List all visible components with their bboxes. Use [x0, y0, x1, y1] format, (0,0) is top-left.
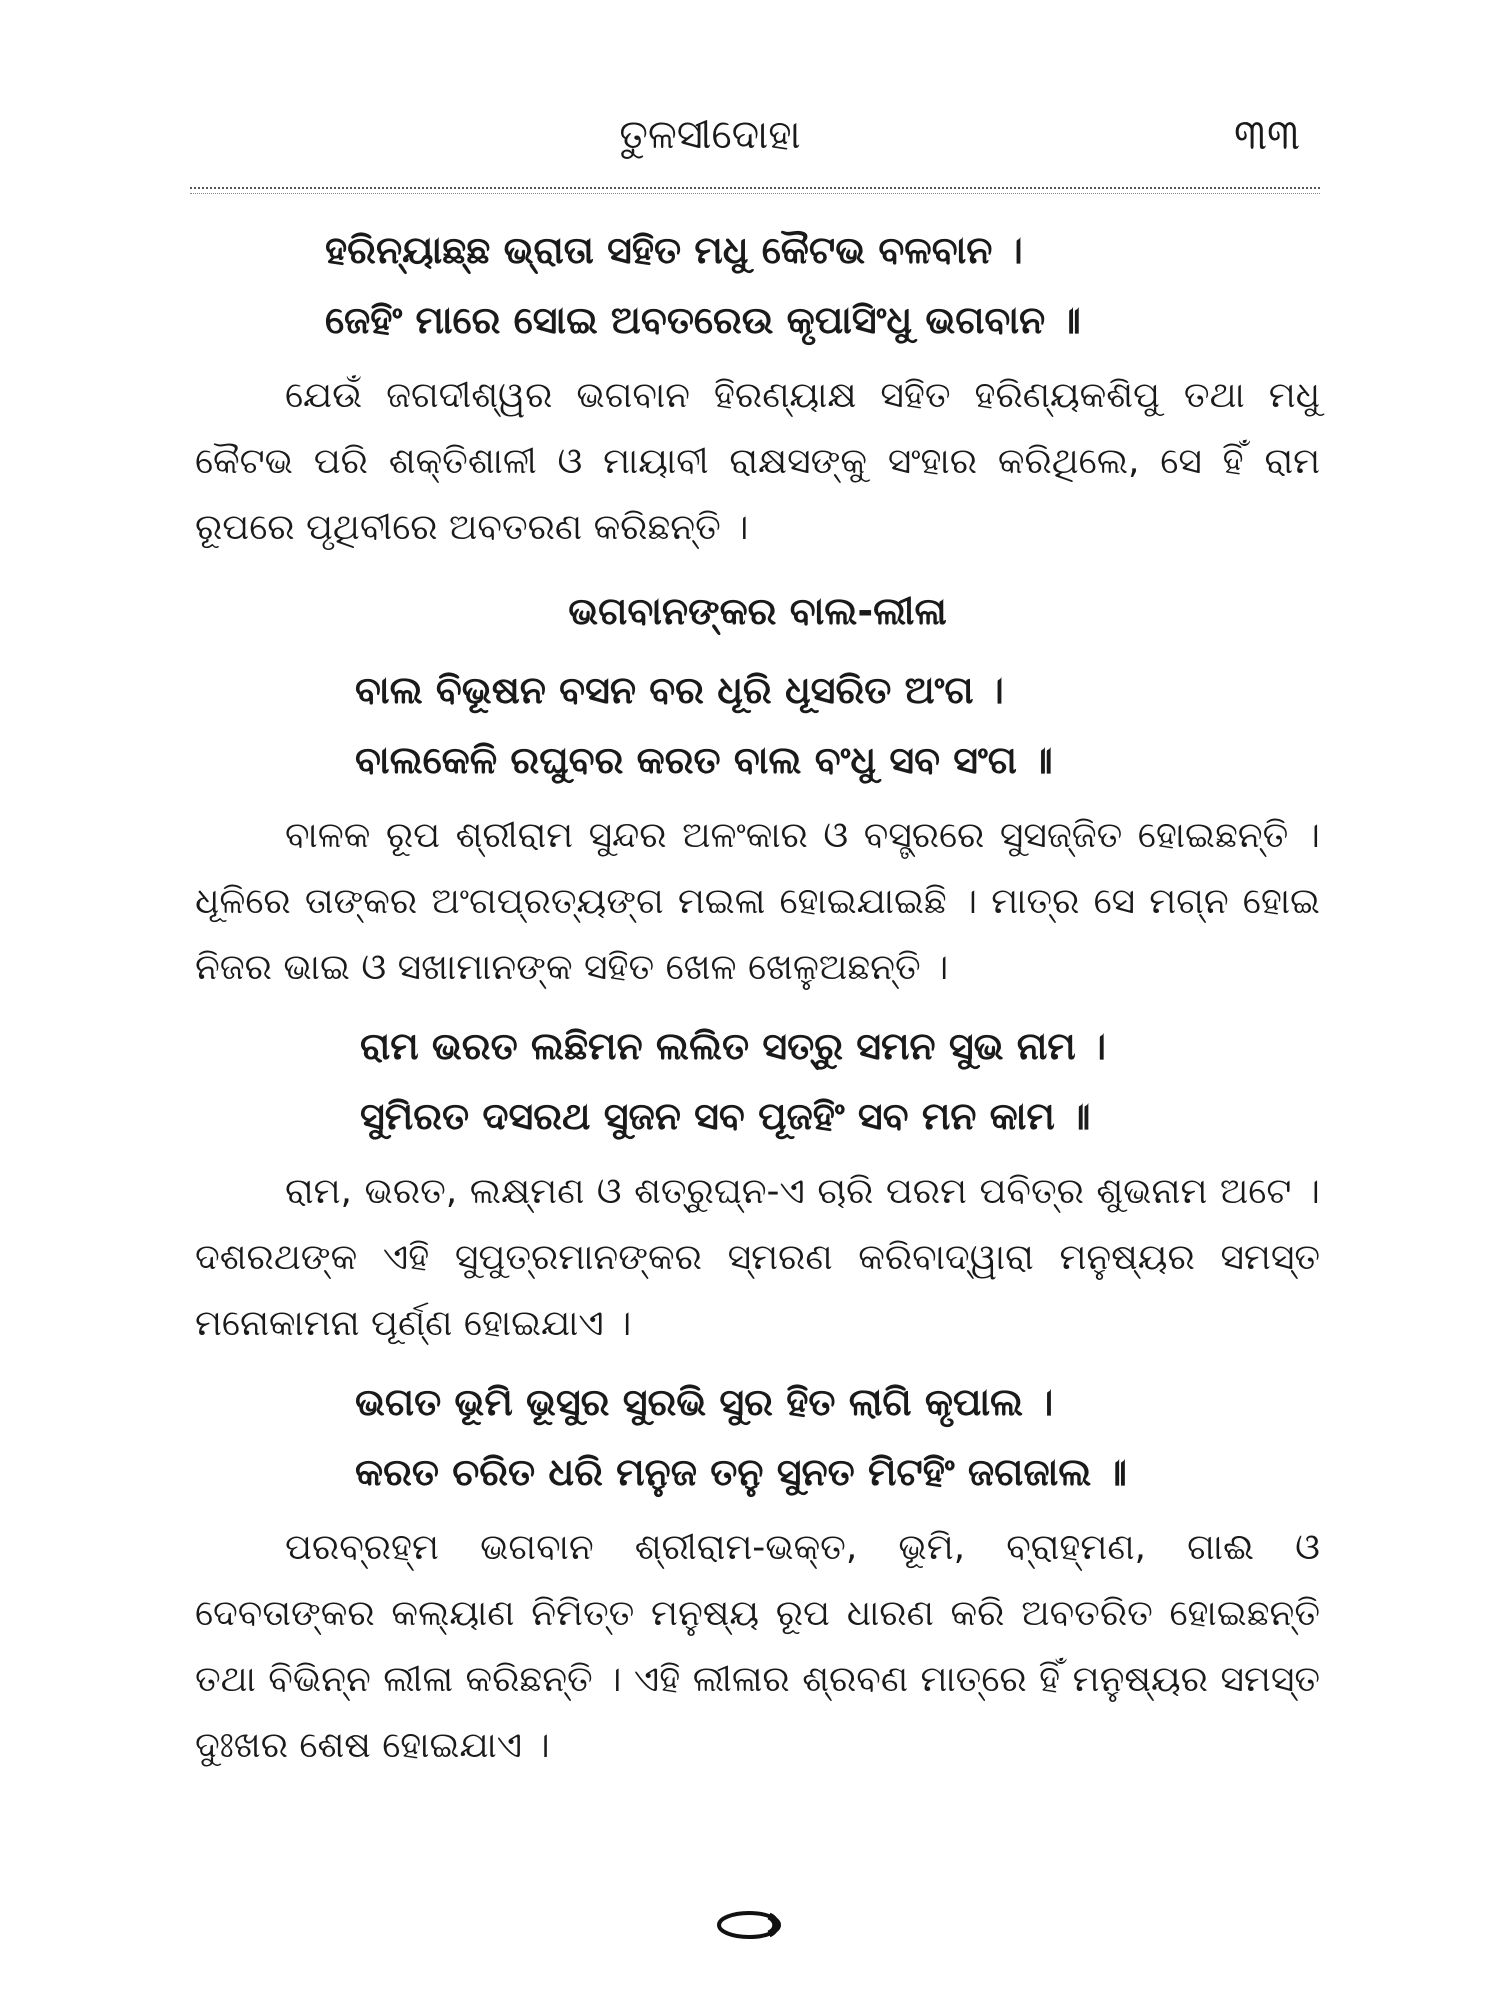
verse-4 [195, 1367, 1320, 1507]
verse-3 [195, 1011, 1320, 1151]
section-heading: ଭଗବାନଙ୍କର ବାଲ-ଲୀଳା [568, 589, 947, 633]
page-body [195, 215, 1320, 1789]
paragraph-4: ପରବ୍ରହ୍ମ ଭଗବାନ ଶ୍ରୀରାମ-ଭକ୍ତ, ଭୂମି, ବ୍ରାହ୍ମଣ, ଗାଈ ଓ ଦେବତାଙ୍କର କଲ୍ୟାଣ ନିମିତ୍ତ ମନୁଷ୍ୟ ରୂପ ଧାରଣ କରି ଅବତରିତ ହୋଇଛନ୍ତି ତଥା ବିଭିନ୍ନ ଲୀଳା କରିଛନ୍ତି । ଏହି ଲୀଳାର ଶ୍ରବଣ ମାତ୍ରେ ହିଁ ମନୁଷ୍ୟର ସମସ୍ତ ଦୁଃଖର ଶେଷ ହୋଇଯାଏ । [195, 1527, 1320, 1766]
paragraph-2: ବାଳକ ରୂପ ଶ୍ରୀରାମ ସୁନ୍ଦର ଅଳଂକାର ଓ ବସ୍ତ୍ରରେ ସୁସଜ୍ଜିତ ହୋଇଛନ୍ତି । ଧୂଳିରେ ତାଙ୍କର ଅଂଗପ୍ରତ୍ୟଙ୍ଗ ମଇଳା ହୋଇଯାଇଛି । ମାତ୍ର ସେ ମଗ୍ନ ହୋଇ ନିଜର ଭାଇ ଓ ସଖାମାନଙ୍କ ସହିତ ଖେଳ ଖେଳୁଅଛନ୍ତି । [195, 815, 1320, 988]
verse-line: ବାଲକେଳି ରଘୁବର କରତ ବାଲ ବଂଧୁ ସବ ସଂଗ ॥ [355, 738, 1053, 782]
verse-line: ହରିନ୍ୟାଛ୍ଛ ଭ୍ରାତା ସହିତ ମଧୁ କୈଟଭ ବଳବାନ । [325, 228, 1023, 272]
ornament-icon [714, 1908, 784, 1942]
verse-2 [195, 655, 1320, 795]
running-header-title: ତୁଳସୀଦୋହା [619, 112, 801, 158]
verse-line: କରତ ଚରିତ ଧରି ମନୁଜ ତନୁ ସୁନତ ମିଟହିଂ ଜଗଜାଲ ॥ [355, 1450, 1128, 1494]
paragraph-3: ରାମ, ଭରତ, ଲକ୍ଷ୍ମଣ ଓ ଶତ୍ରୁଘ୍ନ-ଏ ଚାରି ପରମ ପବିତ୍ର ଶୁଭନାମ ଅଟେ । ଦଶରଥଙ୍କ ଏହି ସୁପୁତ୍ରମାନଙ୍କର ସ୍ମରଣ କରିବାଦ୍ୱାରା ମନୁଷ୍ୟର ସମସ୍ତ ମନୋକାମନା ପୂର୍ଣ୍ଣ ହୋଇଯାଏ । [195, 1171, 1320, 1344]
verse-line: ସୁମିରତ ଦସରଥ ସୁଜନ ସବ ପୂଜହିଂ ସବ ମନ କାମ ॥ [360, 1094, 1091, 1138]
header-divider-secondary [190, 193, 1320, 194]
header-divider [190, 187, 1320, 189]
verse-line: ରାମ ଭରତ ଲଛିମନ ଲଲିତ ସତ୍ରୁ ସମନ ସୁଭ ନାମ । [360, 1024, 1107, 1068]
verse-line: ବାଲ ବିଭୂଷନ ବସନ ବର ଧୂରି ଧୂସରିତ ଅଂଗ । [355, 668, 1004, 712]
verse-line: ଜେହିଂ ମାରେ ସୋଇ ଅବତରେଉ କୃପାସିଂଧୁ ଭଗବାନ ॥ [325, 298, 1081, 342]
page-number: ୩୩ [1233, 110, 1300, 159]
verse-1 [195, 215, 1320, 355]
paragraph-1: ଯେଉଁ ଜଗଦୀଶ୍ୱର ଭଗବାନ ହିରଣ୍ୟାକ୍ଷ ସହିତ ହରିଣ୍ୟକଶିପୁ ତଥା ମଧୁ କୈଟଭ ପରି ଶକ୍ତିଶାଳୀ ଓ ମାୟାବୀ ରାକ୍ଷସଙ୍କୁ ସଂହାର କରିଥିଲେ, ସେ ହିଁ ରାମ ରୂପରେ ପୃଥିବୀରେ ଅବତରଣ କରିଛନ୍ତି । [195, 375, 1320, 548]
verse-line: ଭଗତ ଭୂମି ଭୂସୁର ସୁରଭି ସୁର ହିତ ଲାଗି କୃପାଲ । [355, 1380, 1054, 1424]
